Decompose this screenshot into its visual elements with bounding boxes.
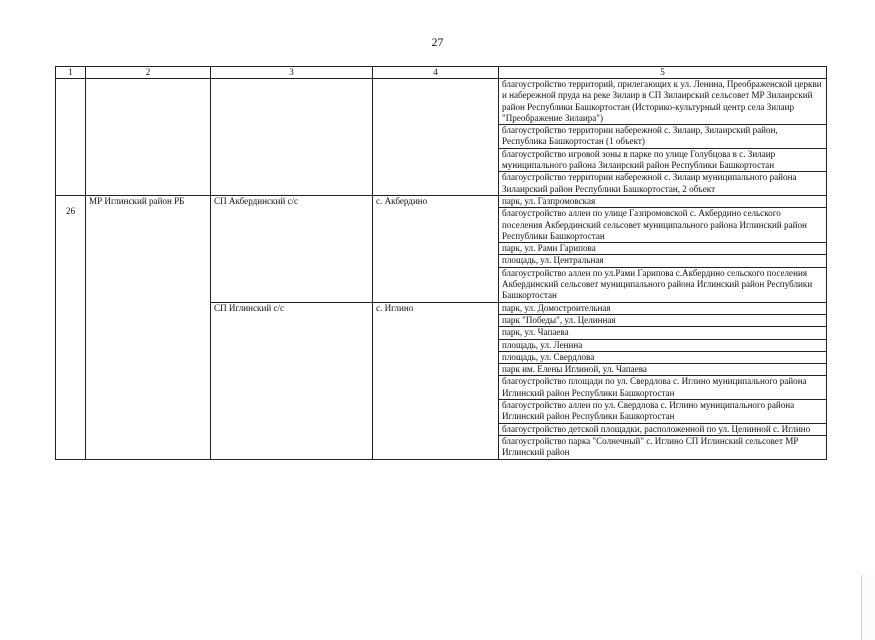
object-cell: парк, ул. Домостроительная (499, 302, 827, 314)
object-cell: парк, ул. Газпромовская (499, 195, 827, 207)
object-cell: благоустройство территорий, прилегающих к ул. Ленина, Преображенской церкви и набережной пруда на реке Зилаир в СП Зилаирский сельсовет МР Зилаирский район Республики Башкортостан (Историко-культурный центр села Зилаир "Преображение Зилаира") (499, 79, 827, 125)
object-cell: благоустройство игровой зоны в парке по улице Голубцова в с. Зилаир муниципального района Зилаирский район Республики Башкортостан (499, 148, 827, 172)
object-cell: благоустройство детской площадки, расположенной по ул. Целинной с. Иглино (499, 423, 827, 435)
object-cell: благоустройство парка "Солнечный" с. Иглино СП Иглинский сельсовет МР Иглинский район (499, 435, 827, 459)
row-number: 26 (65, 205, 76, 216)
object-cell: площадь, ул. Центральная (499, 255, 827, 267)
page-edge (861, 575, 875, 640)
district-cell: МР Иглинский район РБ (86, 195, 211, 459)
object-cell: благоустройство аллеи по ул. Свердлова с. Иглино муниципального района Иглинский район Республики Башкортостан (499, 400, 827, 424)
table-row (56, 79, 827, 125)
object-cell: благоустройство площади по ул. Свердлова с. Иглино муниципального района Иглинский район Республики Башкортостан (499, 376, 827, 400)
empty-cell (211, 79, 373, 196)
column-header-2: 2 (86, 67, 211, 79)
row-number-cell (56, 195, 86, 459)
object-cell: парк им. Елены Иглиной, ул. Чапаева (499, 364, 827, 376)
table-row (56, 195, 827, 207)
empty-cell (86, 79, 211, 196)
object-cell: благоустройство территории набережной с. Зилаир, Зилаирский район, Республика Башкортостан (1 объект) (499, 125, 827, 149)
object-cell: благоустройство аллеи по улице Газпромовской с. Акбердино сельского поселения Акбердинский сельсовет муниципального района Иглинский район Республики Башкортостан (499, 208, 827, 243)
data-table (55, 66, 827, 460)
village-cell: с. Акбердино (373, 195, 499, 302)
header-row (56, 67, 827, 79)
settlement-cell: СП Иглинский с/с (211, 302, 373, 459)
object-cell: благоустройство аллеи по ул.Рами Гарипова с.Акбердино сельского поселения Акбердинский сельсовет муниципального района Иглинский район Республики Башкортостан (499, 267, 827, 302)
object-cell: парк, ул. Рами Гарипова (499, 243, 827, 255)
column-header-5: 5 (499, 67, 827, 79)
column-header-1: 1 (56, 67, 86, 79)
empty-cell (56, 79, 86, 196)
object-cell: благоустройство территории набережной с. Зилаир муниципального района Зилаирский район Республики Башкортостан, 2 объект (499, 172, 827, 196)
object-cell: площадь, ул. Свердлова (499, 351, 827, 363)
object-cell: площадь, ул. Ленина (499, 339, 827, 351)
column-header-3: 3 (211, 67, 373, 79)
village-cell: с. Иглино (373, 302, 499, 459)
page-number: 27 (431, 35, 444, 49)
empty-cell (373, 79, 499, 196)
object-cell: парк "Победы", ул. Целинная (499, 314, 827, 326)
settlement-cell: СП Акбердинский с/с (211, 195, 373, 302)
column-header-4: 4 (373, 67, 499, 79)
object-cell: парк, ул. Чапаева (499, 327, 827, 339)
